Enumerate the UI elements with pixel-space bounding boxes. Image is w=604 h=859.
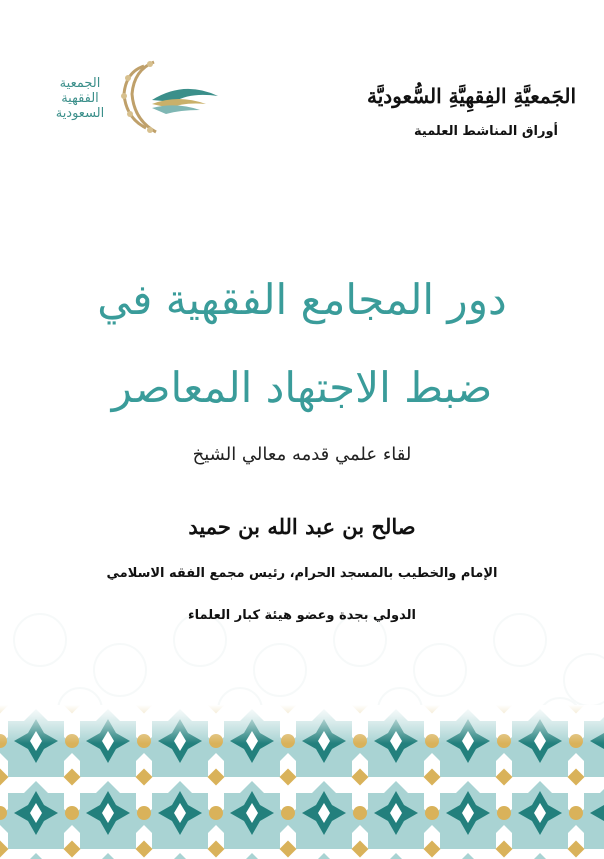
author-name: صالح بن عبد الله بن حميد [188,514,416,539]
author-role-line-2: الدولي بجدة وعضو هيئة كبار العلماء [188,608,416,623]
geometric-pattern-band [0,705,604,859]
open-book-seal-icon [114,56,224,136]
logo-text-line-3: السعودية [55,106,105,121]
organization-name: الجَمعيَّةِ الفِقهِيَّةِ السُّعوديَّة [367,84,576,108]
author-role-line-1: الإمام والخطيب بالمسجد الحرام، رئيس مجمع الفقه الاسلامي [106,566,498,581]
organization-subtitle: أوراق المناشط العلمية [414,124,558,139]
society-logo [48,56,218,136]
lecture-subtitle: لقاء علمي قدمه معالي الشيخ [192,444,412,465]
title-line-1: دور المجامع الفقهية في [97,275,507,324]
logo-text-line-1: الجمعية [59,76,101,91]
title-line-2: ضبط الاجتهاد المعاصر [111,363,493,412]
logo-text [48,76,112,121]
logo-text-line-2: الفقهية [61,91,99,106]
